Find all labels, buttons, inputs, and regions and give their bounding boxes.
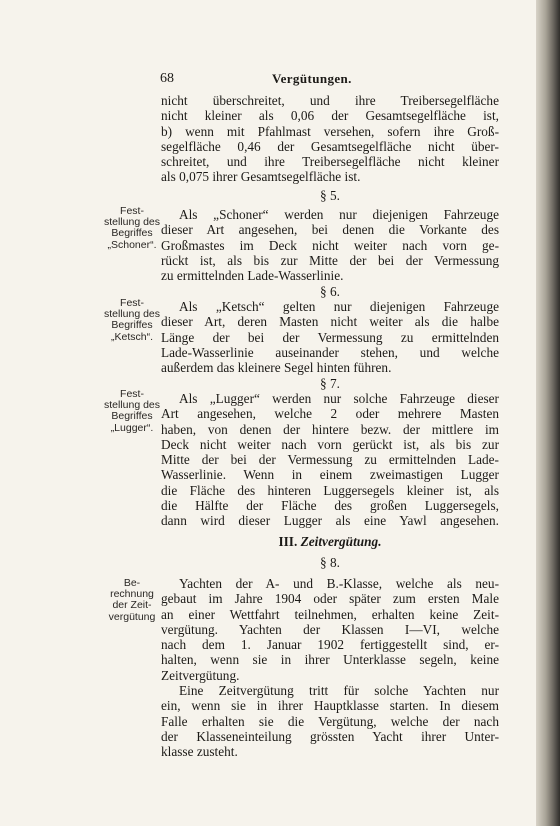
margin-note-line: der Zeit- (112, 599, 152, 612)
margin-note-ketsch (100, 298, 164, 343)
text-line: Deck nicht weiter nach vorn gerückt ist, als bis zur (161, 436, 499, 452)
section-8-heading: § 8. (320, 555, 340, 570)
margin-note-line: rechnung (110, 588, 154, 601)
text-line: nicht überschreitet, und ihre Treibersegelfläche (161, 93, 499, 108)
text-line: an einer Wettfahrt teilnehmen, erhalten keine Zeit- (161, 606, 499, 622)
section-5-heading: § 5. (320, 188, 340, 203)
margin-note-line: Begriffes (111, 410, 153, 423)
text-line: die Fläche des hinteren Luggersegels kleiner ist, als (161, 482, 499, 498)
text-line: schreitet, und ihre Treibersegelfläche nicht kleiner (161, 154, 499, 170)
section-7-text (161, 391, 499, 529)
text-line: nach dem 1. Januar 1902 fertiggestellt sind, er- (161, 637, 499, 653)
section-8-text (161, 576, 499, 760)
margin-note-line: stellung des (103, 308, 161, 321)
chapter-title: Zeitvergütung. (300, 534, 382, 549)
margin-note-line: „Lugger“. (110, 421, 154, 434)
page-edge-shadow (536, 0, 560, 826)
text-line: Wasserlinie. Wenn in einem zweimastigen Lugger (161, 467, 499, 483)
text-line: der Klasseneinteilung grössten Yacht ihrer Unter- (161, 728, 499, 744)
text-line: Als „Lugger“ werden nur solche Fahrzeuge dieser (179, 391, 499, 406)
running-head: Vergütungen. (272, 71, 352, 86)
text-line: Als „Schoner“ werden nur diejenigen Fahrzeuge (179, 207, 499, 222)
text-line: vergütung. Yachten der Klassen I—VI, welche (161, 621, 499, 637)
text-line: segelfläche 0,46 der Gesamtsegelfläche nicht über- (161, 138, 499, 154)
chapter-number: III. (278, 534, 298, 549)
text-line: Als „Ketsch“ gelten nur diejenigen Fahrzeuge (179, 299, 499, 314)
text-line: Yachten der A- und B.-Klasse, welche als neu- (179, 576, 499, 591)
chapter-heading (161, 534, 499, 550)
margin-note-line: stellung des (103, 399, 161, 412)
text-line: klasse zusteht. (161, 744, 238, 760)
intro-paragraph (161, 93, 499, 185)
margin-note-line: stellung des (103, 216, 161, 229)
text-line: Länge der bei der Vermessung zu ermittelnden (161, 329, 499, 345)
margin-note-schoner (100, 206, 164, 251)
margin-note-line: Fest- (120, 297, 144, 309)
text-line: haben, von denen der hintere bezw. der mittlere im (161, 421, 499, 437)
text-line: halten, wenn sie in ihrer Unterklasse segeln, keine (161, 652, 499, 668)
section-6-text (161, 299, 499, 375)
text-line: Zeitvergütung. (161, 667, 240, 683)
text-line: b) wenn mit Pfahlmast versehen, sofern ihre Groß- (161, 123, 499, 139)
margin-note-line: Fest- (120, 205, 144, 217)
text-line: rückt ist, als bis zur Mitte der bei der Vermessung (161, 252, 499, 268)
page-number: 68 (160, 71, 174, 86)
text-line: Eine Zeitvergütung tritt für solche Yachten nur (179, 683, 499, 699)
margin-note-line: „Ketsch“. (110, 330, 153, 343)
text-line: Falle erhalten sie die Vergütung, welche der nach (161, 713, 499, 729)
text-line: Mitte der bei der Vermessung zu ermittelnden Lade- (161, 452, 499, 468)
margin-note-line: Begriffes (111, 227, 153, 240)
text-line: dann wird dieser Lugger als eine Yawl angesehen. (161, 513, 499, 529)
text-line: nicht kleiner als 0,06 der Gesamtsegelfläche ist, (161, 108, 499, 124)
margin-note-line: „Schoner“. (107, 238, 157, 251)
text-line: Großmastes im Deck nicht weiter nach vorn ge- (161, 237, 499, 253)
text-line: gebaut im Jahre 1904 oder später zum ersten Male (161, 591, 499, 607)
text-line: dieser Art angesehen, bei denen die Vorkante des (161, 222, 499, 238)
text-line: als 0,075 ihrer Gesamtsegelfläche ist. (161, 169, 361, 185)
text-line: zu ermittelnden Lade-Wasserlinie. (161, 268, 344, 284)
margin-note-line: Begriffes (111, 319, 153, 332)
text-line: außerdem das kleinere Segel hinten führen. (161, 360, 392, 376)
text-line: dieser Art, deren Masten nicht weiter als die halbe (161, 314, 499, 330)
page-header (160, 71, 500, 89)
text-line: die Hälfte der Fläche des großen Luggersegels, (161, 498, 499, 514)
section-6-heading: § 6. (320, 284, 340, 299)
section-7-heading: § 7. (320, 376, 340, 391)
text-line: Lade-Wasserlinie auseinander stehen, und welche (161, 344, 499, 360)
margin-note-line: Be- (123, 577, 141, 589)
margin-note-line: Fest- (120, 388, 144, 400)
section-5-text (161, 207, 499, 283)
margin-note-lugger (100, 389, 164, 434)
margin-note-line: vergütung (108, 610, 156, 623)
text-line: ein, wenn sie in ihrer Hauptklasse starten. In diesem (161, 698, 499, 714)
text-line: Art angesehen, welche 2 oder mehrere Masten (161, 406, 499, 422)
margin-note-zeitverguetung (100, 578, 164, 623)
